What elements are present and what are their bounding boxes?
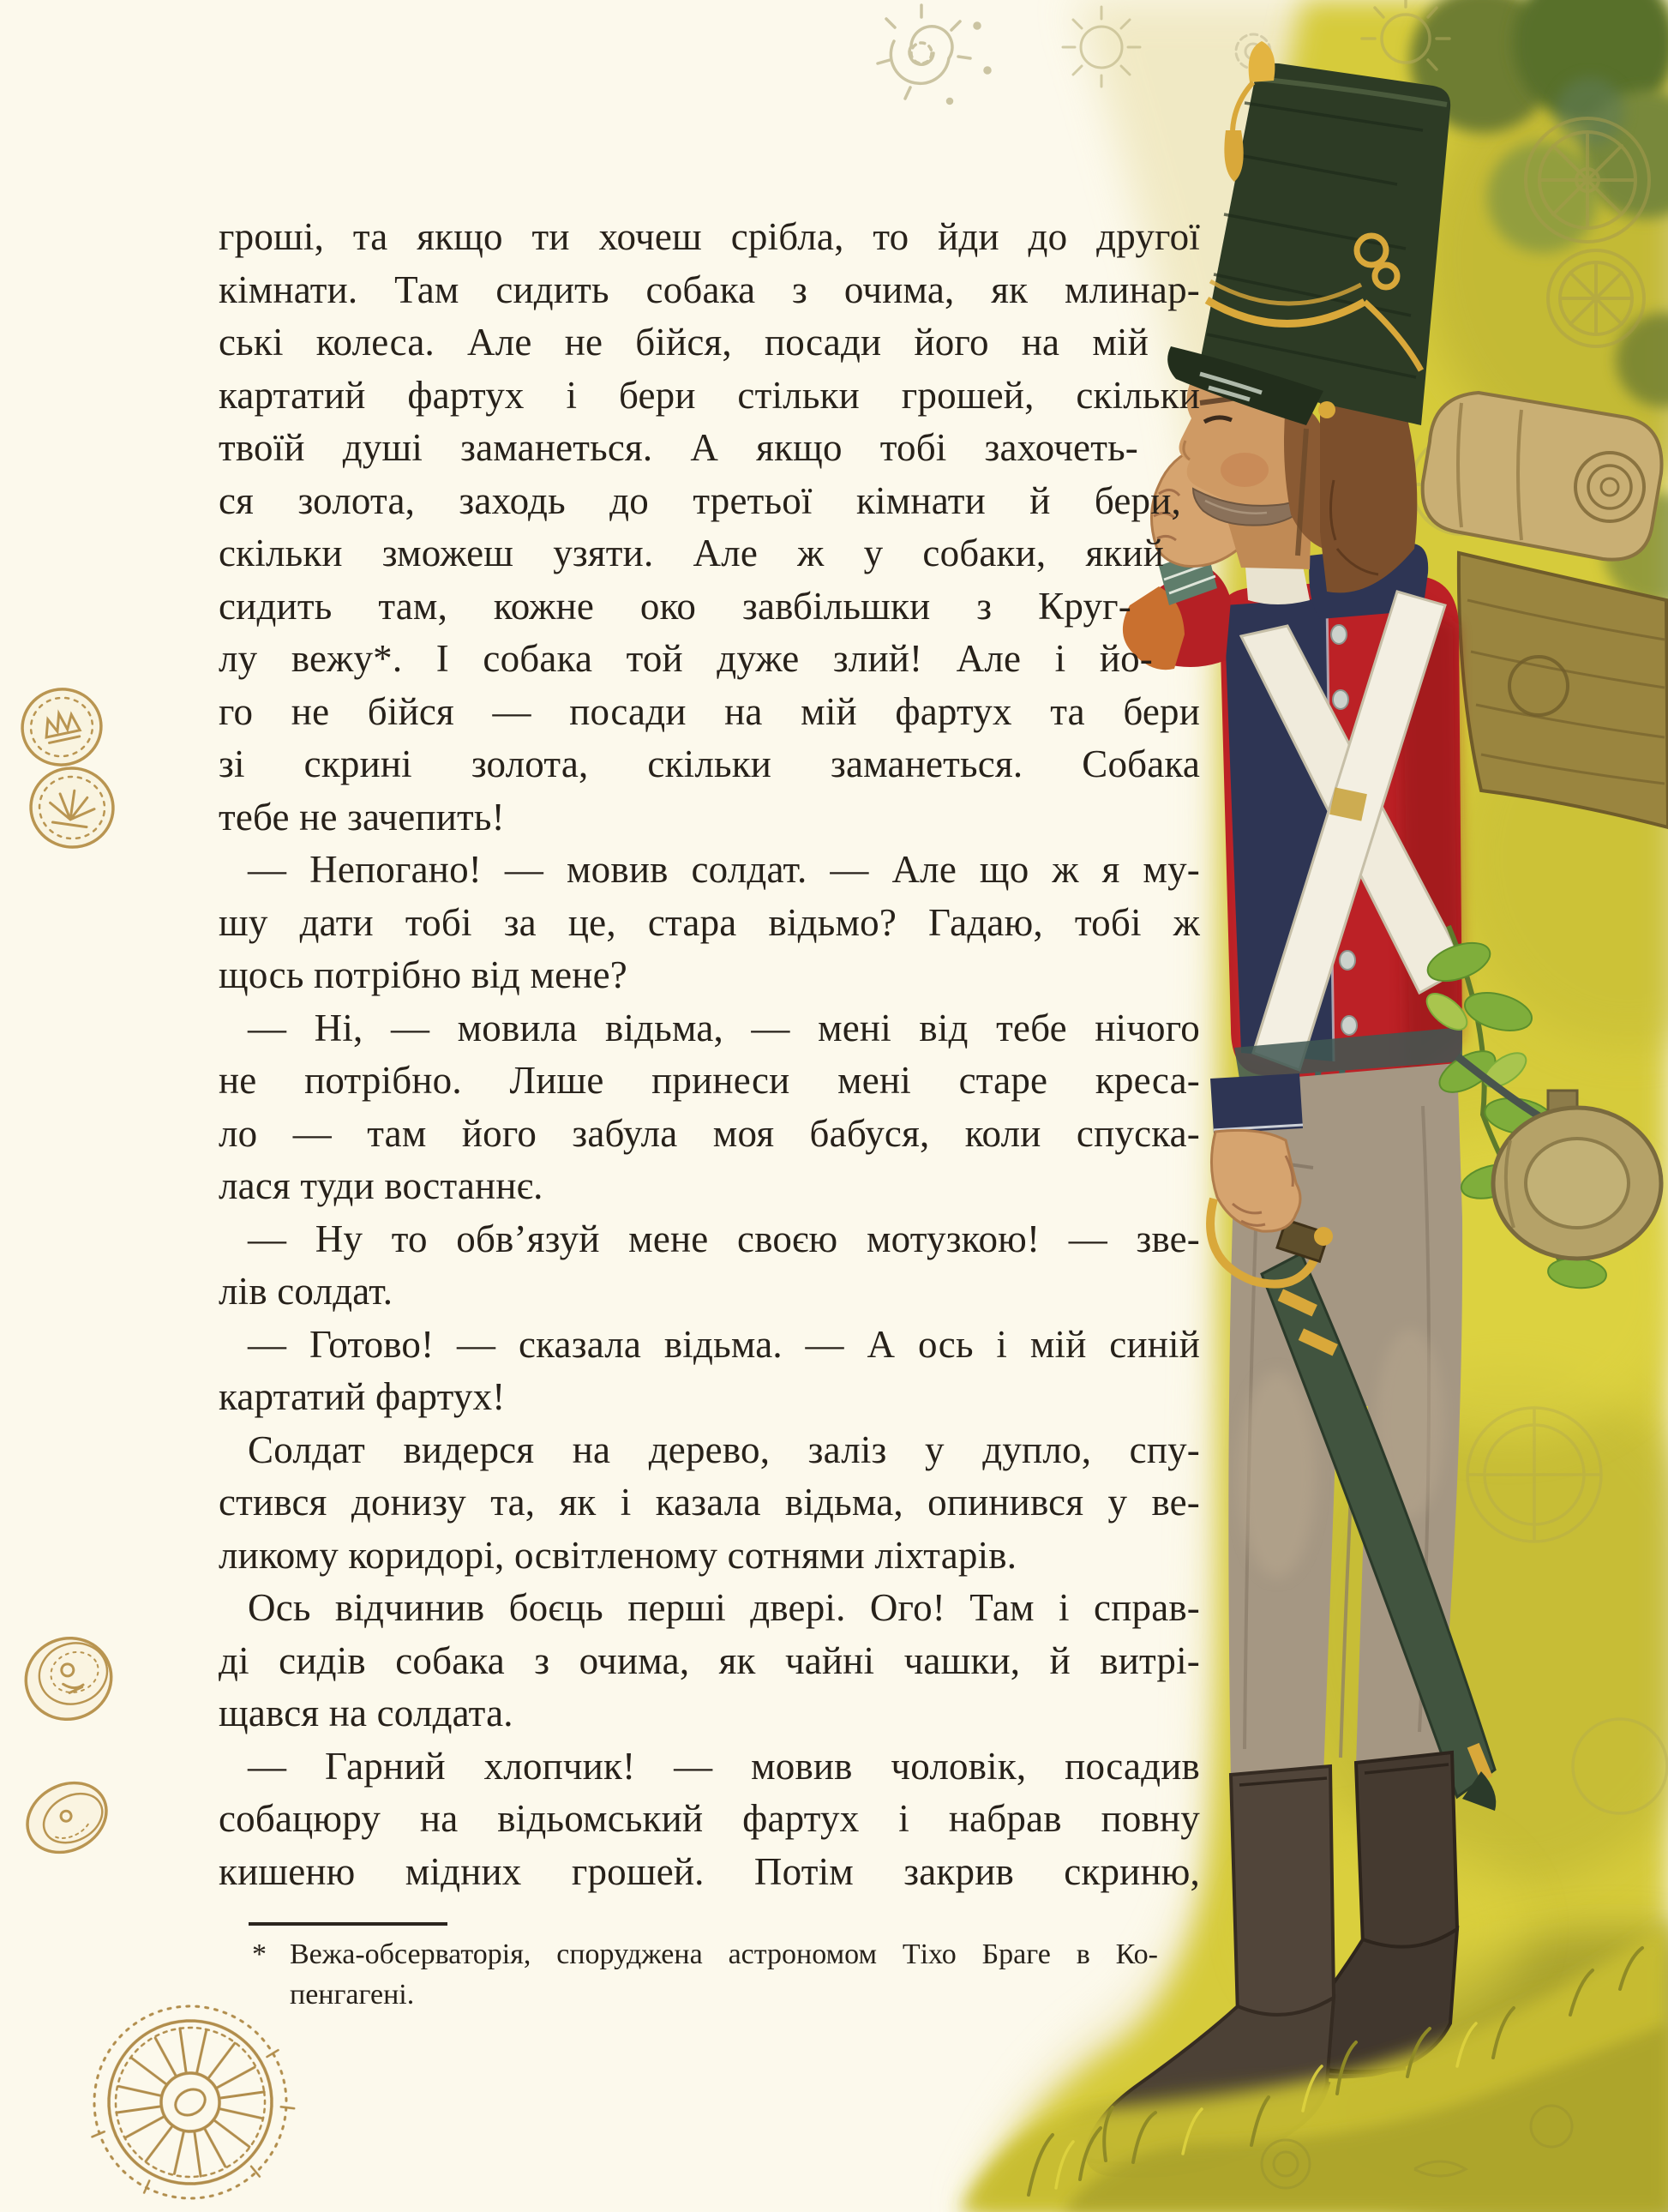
text-line: ликому коридорі, освітленому сотнями ліхтарів. xyxy=(219,1533,1017,1577)
text-line: — Ні, — мовила відьма, — мені від тебе нічого xyxy=(248,1006,1200,1049)
text-line: щався на солдата. xyxy=(219,1692,513,1734)
text-line: стився донизу та, як і казала відьма, опинився у ве- xyxy=(219,1481,1200,1524)
text-line: картатий фартух і бери стільки грошей, скільки xyxy=(219,373,1200,417)
text-line: скільки зможеш узяти. Але ж у собаки, який xyxy=(219,532,1164,574)
footnote-line: пенгагені. xyxy=(290,1979,415,2011)
footnote-line: Вежа-обсерваторія, споруджена астрономом Тіхо Браге в Ко- xyxy=(290,1939,1158,1970)
paragraph-3 xyxy=(219,1002,1200,1213)
paragraph-2 xyxy=(219,844,1200,1002)
text-line: гроші, та якщо ти хочеш срібла, то йди до другої xyxy=(219,215,1200,258)
paragraph-1 xyxy=(219,211,1200,844)
text-line: — Ну то обв’язуй мене своєю мотузкою! — зве- xyxy=(248,1217,1200,1260)
text-line: — Готово! — сказала відьма. — А ось і мій синій xyxy=(248,1322,1200,1366)
paragraph-8 xyxy=(219,1740,1200,1899)
paragraph-7 xyxy=(219,1582,1200,1740)
text-line: ло — там його забула моя бабуся, коли спуска- xyxy=(219,1111,1200,1155)
text-line: собацюру на відьомський фартух і набрав повну xyxy=(219,1797,1200,1840)
hanging-hand xyxy=(1210,1073,1303,1231)
text-line: кімнати. Там сидить собака з очима, як млинар- xyxy=(219,267,1200,311)
paragraph-4 xyxy=(219,1213,1200,1319)
wicker-basket xyxy=(1459,553,1668,827)
footnote-divider xyxy=(249,1922,447,1926)
text-line: го не бійся — посади на мій фартух та бери xyxy=(219,689,1200,733)
text-line: ські колеса. Але не бійся, посади його на мій xyxy=(219,321,1149,364)
text-line: тебе не зачепить! xyxy=(219,795,505,839)
text-line: твоїй душі заманеться. А якщо тобі захочеть- xyxy=(219,426,1138,469)
paragraph-6 xyxy=(219,1424,1200,1583)
text-line: ся золота, заходь до третьої кімнати й бери, xyxy=(219,478,1181,522)
text-line: сидить там, кожне око завбільшки з Круг- xyxy=(219,584,1131,628)
swirl-doodle xyxy=(878,5,990,104)
text-line: Солдат видерся на дерево, заліз у дупло, спу- xyxy=(248,1428,1200,1471)
text-line: ді сидів собака з очима, як чайні чашки, й витрі- xyxy=(219,1638,1200,1682)
text-line: — Гарний хлопчик! — мовив чоловік, посадив xyxy=(248,1744,1200,1788)
text-line: лів солдат. xyxy=(219,1270,393,1313)
footnote xyxy=(249,1934,1158,2015)
footnote-lines xyxy=(290,1934,1158,2015)
text-line: зі скрині золота, скільки заманеться. Собака xyxy=(219,742,1200,785)
text-line: щось потрібно від мене? xyxy=(219,953,627,996)
coin-doodle-2 xyxy=(26,763,118,852)
text-line: картатий фартух! xyxy=(219,1375,506,1418)
coin-doodle-3 xyxy=(15,1627,122,1730)
paragraph-5 xyxy=(219,1319,1200,1424)
wheel-doodle-2 xyxy=(1548,250,1644,346)
text-line: лу вежу*. І собака той дуже злий! Але і йо- xyxy=(219,637,1153,680)
wheel-doodle-1 xyxy=(1526,118,1649,242)
wheel-doodle-sketch xyxy=(76,1993,305,2212)
text-line: лася туди востаннє. xyxy=(219,1164,543,1207)
text-line: кишеню мідних грошей. Потім закрив скриню, xyxy=(219,1849,1200,1893)
body-text xyxy=(219,211,1200,1898)
text-line: Ось відчинив боєць перші двері. Ого! Там і справ- xyxy=(248,1586,1200,1629)
text-line: — Непогано! — мовив солдат. — Але що ж я му- xyxy=(248,848,1200,891)
text-line: шу дати тобі за це, стара відьмо? Гадаю, тобі ж xyxy=(219,900,1200,944)
text-line: не потрібно. Лише принеси мені старе креса- xyxy=(219,1059,1200,1102)
footnote-marker: * xyxy=(252,1939,267,1970)
coin-doodle-1 xyxy=(15,682,108,772)
coin-doodle-4 xyxy=(15,1770,118,1866)
